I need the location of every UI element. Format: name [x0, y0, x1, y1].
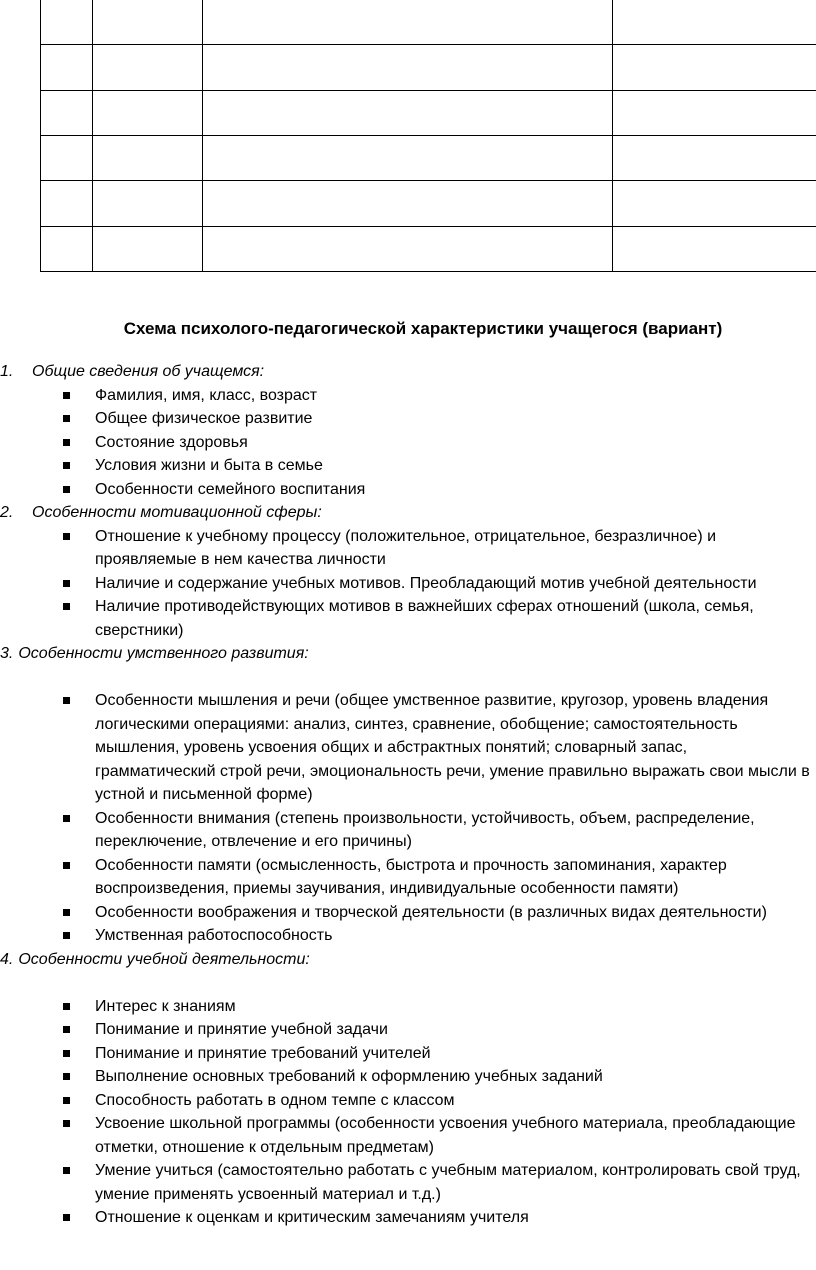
square-bullet-icon [63, 415, 70, 422]
list-item [0, 1042, 810, 1066]
section-heading-learning [0, 948, 810, 972]
table-cell [613, 226, 816, 271]
list-item [0, 1159, 810, 1206]
list-item [0, 924, 810, 948]
list-item-text: Состояние здоровья [95, 433, 248, 451]
list-item-text: Особенности памяти (осмысленность, быстрота и прочность запоминания, характер воспроизведения, приемы заучивания, индивидуальные особенности памяти) [95, 856, 727, 897]
square-bullet-icon [63, 392, 70, 399]
table-cell [93, 135, 203, 180]
table-cell [203, 181, 613, 226]
section-heading-text: Особенности учебной деятельности: [18, 950, 310, 968]
list-item [0, 854, 810, 901]
table-cell [613, 181, 816, 226]
list-item-text: Понимание и принятие учебной задачи [95, 1021, 388, 1038]
square-bullet-icon [63, 1050, 70, 1057]
list-item [0, 807, 810, 854]
section-number: 3. [0, 645, 14, 662]
list-item-text: Особенности мышления и речи (общее умственное развитие, кругозор, уровень владения логическими операциями: анализ, синтез, сравнение, обобщение; самостоятельность мышления, уровень усвоения общих и абстрактных понятий; словарный запас, грамматический строй речи, эмоциональность речи, умение правильно выражать свои мысли в устной и письменной форме) [95, 692, 810, 803]
table-cell [203, 135, 613, 180]
list-item-text: Способность работать в одном темпе с классом [95, 1091, 455, 1109]
list-item [0, 572, 810, 596]
list-item [0, 431, 810, 455]
table-row [41, 181, 816, 226]
table-row [41, 45, 816, 90]
square-bullet-icon [63, 462, 70, 469]
section-number: 2. [0, 504, 14, 521]
list-item-text: Фамилия, имя, класс, возраст [95, 386, 318, 404]
table-cell [41, 90, 93, 135]
list-item [0, 478, 810, 502]
square-bullet-icon [63, 580, 70, 587]
table-cell [613, 90, 816, 135]
table-cell [93, 0, 203, 45]
bullet-list-learning [0, 995, 810, 1230]
list-item [0, 689, 810, 807]
bullet-list-general [0, 384, 810, 502]
table-cell [203, 226, 613, 271]
table-cell [203, 0, 613, 45]
list-item [0, 1089, 810, 1113]
table-cell [613, 45, 816, 90]
list-item-text: Отношение к учебному процессу (положительное, отрицательное, безразличное) и проявляемые в нем качества личности [95, 527, 717, 568]
list-item [0, 1206, 810, 1230]
table-cell [41, 181, 93, 226]
table-cell [41, 45, 93, 90]
table-row [41, 0, 816, 45]
list-item-text: Умение учиться (самостоятельно работать с учебным материалом, контролировать свой труд, умение применять усвоенный материал и т.д.) [95, 1162, 801, 1203]
section-heading-text: Особенности умственного развития: [18, 645, 309, 662]
list-item-text: Выполнение основных требований к оформлению учебных заданий [95, 1068, 603, 1085]
table-cell [41, 135, 93, 180]
square-bullet-icon [63, 1026, 70, 1033]
list-item-text: Условия жизни и быта в семье [95, 457, 323, 474]
square-bullet-icon [63, 909, 70, 916]
section-heading-motivation [0, 501, 810, 525]
list-item-text: Наличие противодействующих мотивов в важнейших сферах отношений (школа, семья, сверстники) [95, 598, 754, 639]
table-cell [203, 90, 613, 135]
section-number: 4. [0, 950, 14, 968]
square-bullet-icon [63, 533, 70, 540]
table-row [41, 135, 816, 180]
section-number: 1. [0, 363, 14, 380]
list-item-text: Особенности внимания (степень произвольности, устойчивость, объем, распределение, переключение, отвлечение и его причины) [95, 809, 755, 850]
list-item-text: Отношение к оценкам и критическим замечаниям учителя [95, 1209, 529, 1226]
list-item-text: Общее физическое развитие [95, 410, 313, 427]
list-item-text: Умственная работоспособность [95, 927, 333, 944]
list-item [0, 407, 810, 431]
table-cell [613, 0, 816, 45]
list-item [0, 525, 810, 572]
list-item [0, 901, 810, 925]
list-item [0, 1112, 810, 1159]
square-bullet-icon [63, 1167, 70, 1174]
list-item-text: Понимание и принятие требований учителей [95, 1044, 431, 1062]
list-item-text: Интерес к знаниям [95, 997, 236, 1015]
table-cell [93, 90, 203, 135]
list-item [0, 1065, 810, 1089]
square-bullet-icon [63, 1120, 70, 1127]
square-bullet-icon [63, 862, 70, 869]
list-item [0, 454, 810, 478]
table-cell [93, 226, 203, 271]
document-content [0, 360, 810, 1230]
table-row [41, 90, 816, 135]
list-item-text: Особенности семейного воспитания [95, 480, 366, 498]
square-bullet-icon [63, 486, 70, 493]
bullet-list-motivation [0, 525, 810, 643]
bullet-list-mental [0, 689, 810, 948]
table-cell [613, 135, 816, 180]
square-bullet-icon [63, 932, 70, 939]
square-bullet-icon [63, 439, 70, 446]
list-item [0, 1018, 810, 1042]
square-bullet-icon [63, 603, 70, 610]
list-item [0, 384, 810, 408]
square-bullet-icon [63, 697, 70, 704]
list-item [0, 995, 810, 1019]
table-cell [41, 226, 93, 271]
section-heading-text: Особенности мотивационной сферы: [32, 504, 322, 521]
table-row [41, 226, 816, 271]
empty-table [40, 0, 816, 272]
square-bullet-icon [63, 815, 70, 822]
list-item-text: Усвоение школьной программы (особенности усвоения учебного материала, преобладающие отметки, отношение к отдельным предметам) [95, 1115, 796, 1156]
list-item-text: Наличие и содержание учебных мотивов. Преобладающий мотив учебной деятельности [95, 574, 757, 592]
list-item-text: Особенности воображения и творческой деятельности (в различных видах деятельности) [95, 903, 767, 921]
table-cell [203, 45, 613, 90]
empty-table-body [41, 0, 816, 272]
section-heading-general [0, 360, 810, 384]
square-bullet-icon [63, 1097, 70, 1104]
section-heading-text: Общие сведения об учащемся: [32, 363, 265, 380]
table-cell [93, 181, 203, 226]
document-title: Схема психолого-педагогической характеристики учащегося (вариант) [123, 319, 723, 338]
square-bullet-icon [63, 1073, 70, 1080]
square-bullet-icon [63, 1214, 70, 1221]
table-cell [41, 0, 93, 45]
section-heading-mental [0, 642, 810, 666]
table-cell [93, 45, 203, 90]
square-bullet-icon [63, 1003, 70, 1010]
list-item [0, 595, 810, 642]
